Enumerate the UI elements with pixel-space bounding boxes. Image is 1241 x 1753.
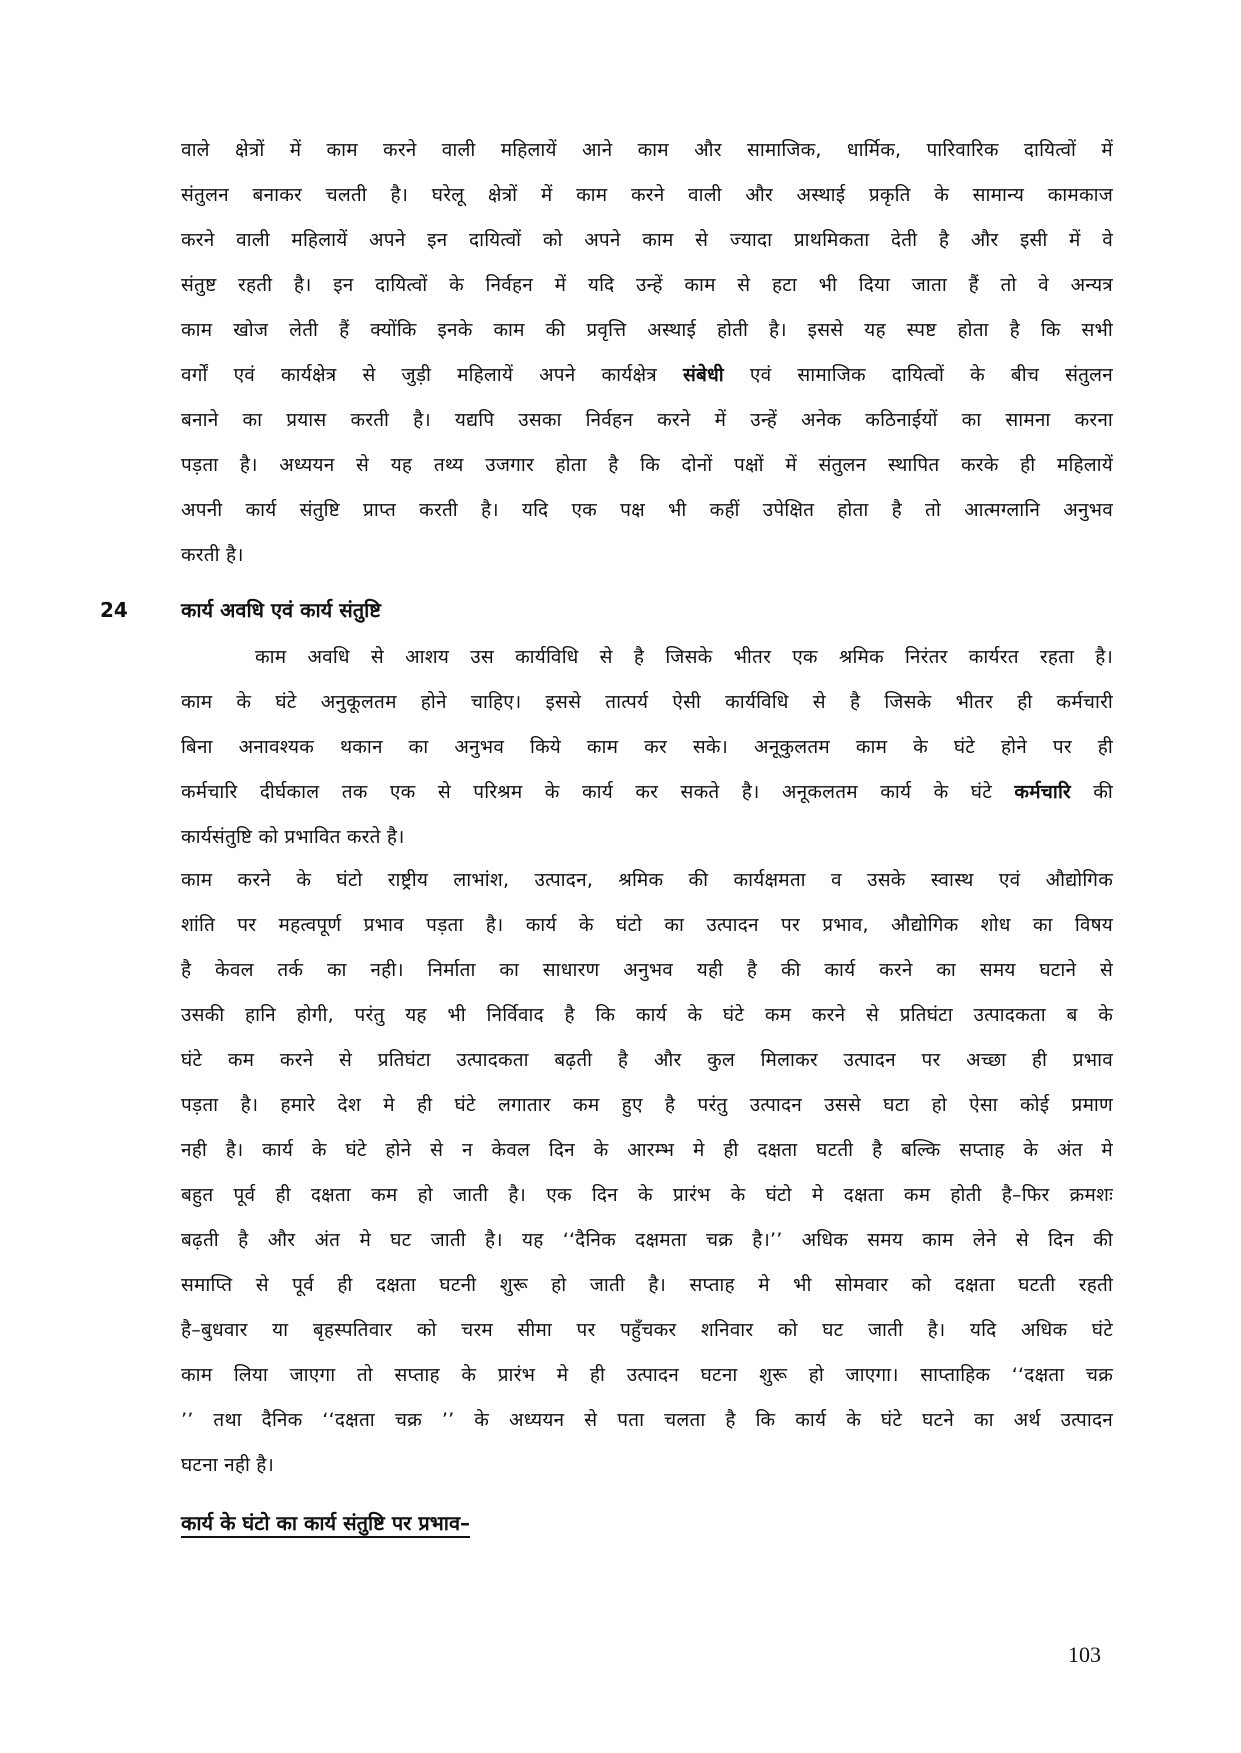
text-line: घटना नही है। — [181, 1454, 274, 1476]
text-line: है–बुधवार या बृहस्पतिवार को चरम सीमा पर पहुँचकर शनिवार को घट जाती है। यदि अधिक घंटे — [181, 1319, 1113, 1341]
text-line: करने वाली महिलायें अपने इन दायित्वों को अपने काम से ज्यादा प्राथमिकता देती है और इसी में वे — [181, 229, 1113, 251]
text-segment: एवं सामाजिक दायित्वों के बीच संतुलन — [749, 364, 1113, 386]
text-line: काम लिया जाएगा तो सप्ताह के प्रारंभ मे ही उत्पादन घटना शुरू हो जाएगा। साप्ताहिक ‘‘दक्षता चक्र — [181, 1364, 1113, 1386]
text-line: अपनी कार्य संतुष्टि प्राप्त करती है। यदि एक पक्ष भी कहीं उपेक्षित होता है तो आत्मग्लानि अनुभव — [181, 499, 1113, 521]
paragraph-2 — [181, 635, 1113, 860]
text-line: कार्यसंतुष्टि को प्रभावित करते है। — [181, 826, 405, 848]
text-line: उसकी हानि होगी, परंतु यह भी निर्विवाद है कि कार्य के घंटे कम करने से प्रतिघंटा उत्पादकता ब के — [181, 1004, 1113, 1026]
text-line: ’’ तथा दैनिक ‘‘दक्षता चक्र ’’ के अध्ययन से पता चलता है कि कार्य के घंटे घटने का अर्थ उत्पादन — [181, 1409, 1113, 1431]
text-line: समाप्ति से पूर्व ही दक्षता घटनी शुरू हो जाती है। सप्ताह मे भी सोमवार को दक्षता घटती रहती — [181, 1274, 1113, 1296]
text-line: काम के घंटे अनुकूलतम होने चाहिए। इससे तात्पर्य ऐसी कार्यविधि से है जिसके भीतर ही कर्मचारी — [181, 691, 1113, 713]
bold-term: संबेधी — [682, 364, 724, 386]
sub-heading: कार्य के घंटो का कार्य संतुष्टि पर प्रभाव– — [181, 1511, 471, 1535]
text-line: पड़ता है। हमारे देश मे ही घंटे लगातार कम हुए है परंतु उत्पादन उससे घटा हो ऐसा कोई प्रमाण — [181, 1094, 1113, 1116]
section-title: कार्य अवधि एवं कार्य संतुष्टि — [181, 598, 381, 622]
text-line: शांति पर महत्वपूर्ण प्रभाव पड़ता है। कार्य के घंटो का उत्पादन पर प्रभाव, औद्योगिक शोध का विषय — [181, 914, 1113, 936]
paragraph-3 — [181, 858, 1113, 1488]
section-number: 24 — [100, 598, 128, 622]
text-line: काम अवधि से आशय उस कार्यविधि से है जिसके भीतर एक श्रमिक निरंतर कार्यरत रहता है। — [255, 646, 1113, 668]
text-line: काम खोज लेती हैं क्योंकि इनके काम की प्रवृत्ति अस्थाई होती है। इससे यह स्पष्ट होता है कि सभी — [181, 319, 1113, 341]
text-line: नही है। कार्य के घंटे होने से न केवल दिन के आरम्भ मे ही दक्षता घटती है बल्कि सप्ताह के अंत मे — [181, 1139, 1113, 1161]
text-segment: कर्मचारि दीर्घकाल तक एक से परिश्रम के कार्य कर सकते है। अनूकलतम कार्य के घंटे — [181, 781, 992, 803]
text-line — [181, 353, 1113, 398]
text-segment: वर्गों एवं कार्यक्षेत्र से जुड़ी महिलायें अपने कार्यक्षेत्र — [181, 364, 657, 386]
text-line: घंटे कम करने से प्रतिघंटा उत्पादकता बढ़ती है और कुल मिलाकर उत्पादन पर अच्छा ही प्रभाव — [181, 1049, 1113, 1071]
text-line: वाले क्षेत्रों में काम करने वाली महिलायें आने काम और सामाजिक, धार्मिक, पारिवारिक दायित्वों में — [181, 139, 1113, 161]
text-line: संतुलन बनाकर चलती है। घरेलू क्षेत्रों में काम करने वाली और अस्थाई प्रकृति के सामान्य कामकाज — [181, 184, 1113, 206]
text-line: काम करने के घंटो राष्ट्रीय लाभांश, उत्पादन, श्रमिक की कार्यक्षमता व उसके स्वास्थ एवं औद्योगिक — [181, 869, 1113, 891]
text-line: है केवल तर्क का नही। निर्माता का साधारण अनुभव यही है की कार्य करने का समय घटाने से — [181, 959, 1113, 981]
text-line: पड़ता है। अध्ययन से यह तथ्य उजगार होता है कि दोनों पक्षों में संतुलन स्थापित करके ही महिलायें — [181, 454, 1113, 476]
text-line — [181, 770, 1113, 815]
text-line: बिना अनावश्यक थकान का अनुभव किये काम कर सके। अनूकुलतम काम के घंटे होने पर ही — [181, 736, 1113, 758]
text-line: करती है। — [181, 544, 244, 566]
text-line: बनाने का प्रयास करती है। यद्यपि उसका निर्वहन करने में उन्हें अनेक कठिनाईयों का सामना करना — [181, 409, 1113, 431]
text-segment: की — [1093, 781, 1113, 803]
text-line: बढ़ती है और अंत मे घट जाती है। यह ‘‘दैनिक दक्षमता चक्र है।’’ अधिक समय काम लेने से दिन की — [181, 1229, 1113, 1251]
bold-term: कर्मचारि — [1014, 781, 1071, 803]
text-line: बहुत पूर्व ही दक्षता कम हो जाती है। एक दिन के प्रारंभ के घंटो मे दक्षता कम होती है–फिर क्रमशः — [181, 1184, 1113, 1206]
text-line: संतुष्ट रहती है। इन दायित्वों के निर्वहन में यदि उन्हें काम से हटा भी दिया जाता हैं तो वे अन्यत्र — [181, 274, 1113, 296]
page-number: 103 — [1068, 1642, 1101, 1667]
paragraph-1 — [181, 128, 1113, 578]
